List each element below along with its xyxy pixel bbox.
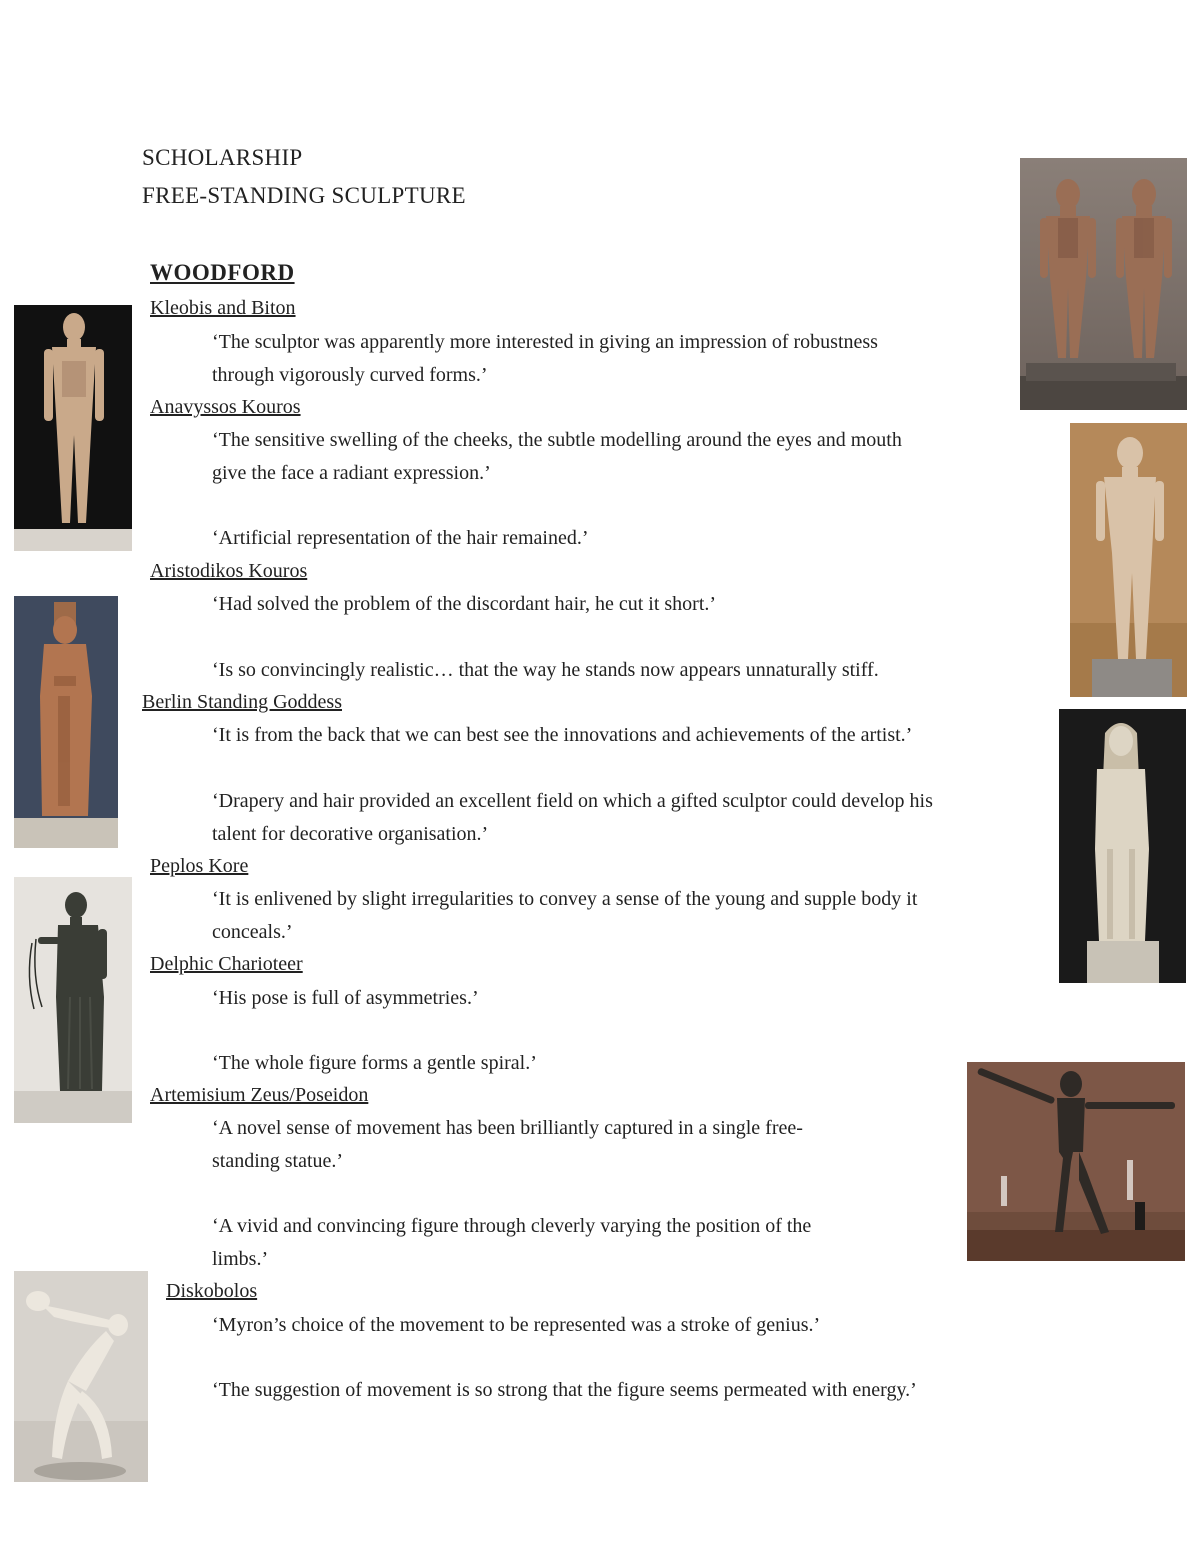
aristodikos-kouros-photo [1070,423,1187,697]
quote-line: ‘It is enlivened by slight irregularities to convey a sense of the young and supple body it [212,888,918,910]
quote-line: through vigorously curved forms.’ [212,364,488,386]
artemisium-zeus-photo [967,1062,1185,1261]
work-title-berlin-standing-goddess: Berlin Standing Goddess [142,691,342,713]
work-title-artemisium-zeus: Artemisium Zeus/Poseidon [150,1084,369,1106]
quote-line: ‘His pose is full of asymmetries.’ [212,987,479,1009]
anavyssos-kouros-photo [14,305,132,551]
quote-line: talent for decorative organisation.’ [212,823,489,845]
quote-line: ‘A novel sense of movement has been brilliantly captured in a single free- [212,1117,803,1139]
heading-free-standing-sculpture: FREE-STANDING SCULPTURE [142,183,466,208]
quote-line: standing statue.’ [212,1150,344,1172]
quote-line: ‘A vivid and convincing figure through cleverly varying the position of the [212,1215,812,1237]
quote-line: ‘It is from the back that we can best see the innovations and achievements of the artist.’ [212,724,913,746]
quote-line: ‘The sensitive swelling of the cheeks, the subtle modelling around the eyes and mouth [212,429,902,451]
work-title-aristodikos-kouros: Aristodikos Kouros [150,560,308,582]
heading-scholarship: SCHOLARSHIP [142,145,303,170]
work-title-peplos-kore: Peplos Kore [150,855,249,877]
work-title-diskobolos: Diskobolos [166,1280,258,1302]
work-title-anavyssos-kouros: Anavyssos Kouros [150,396,301,418]
diskobolos-photo [14,1271,148,1482]
peplos-kore-photo [1059,709,1186,983]
quote-line: give the face a radiant expression.’ [212,462,491,484]
quote-line: ‘Drapery and hair provided an excellent field on which a gifted sculptor could develop his [212,790,933,812]
kleobis-and-biton-photo [1020,158,1187,410]
quote-line: ‘Artificial representation of the hair remained.’ [212,527,589,549]
quote-line: ‘The sculptor was apparently more interested in giving an impression of robustness [212,331,878,353]
quote-line: ‘The suggestion of movement is so strong that the figure seems permeated with energy.’ [212,1379,917,1401]
quote-line: ‘Had solved the problem of the discordant hair, he cut it short.’ [212,593,717,615]
quote-line: ‘Is so convincingly realistic… that the way he stands now appears unnaturally stiff. [212,659,879,681]
work-title-kleobis-biton: Kleobis and Biton [150,297,296,319]
quote-line: ‘The whole figure forms a gentle spiral.’ [212,1052,537,1074]
quote-line: ‘Myron’s choice of the movement to be represented was a stroke of genius.’ [212,1314,821,1336]
author-heading: WOODFORD [150,260,295,285]
berlin-standing-goddess-photo [14,596,118,848]
work-title-delphic-charioteer: Delphic Charioteer [150,953,303,975]
quote-line: limbs.’ [212,1248,269,1270]
quote-line: conceals.’ [212,921,293,943]
delphic-charioteer-photo [14,877,132,1123]
